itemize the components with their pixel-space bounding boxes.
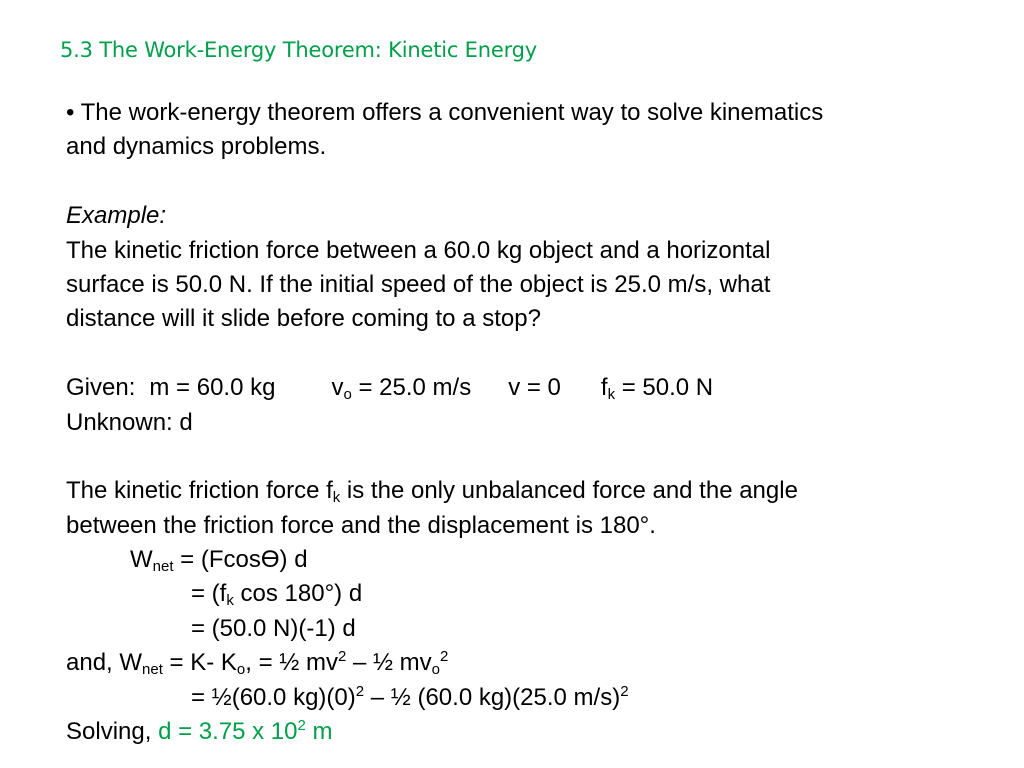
example-line-3: distance will it slide before coming to a stop?	[66, 305, 541, 333]
given-label: Given:	[66, 374, 136, 402]
explanation-line-2: between the friction force and the displacement is 180°.	[66, 511, 656, 539]
spacer	[66, 337, 986, 371]
example-label: Example:	[66, 202, 167, 230]
slide-title: 5.3 The Work-Energy Theorem: Kinetic Energy	[60, 38, 538, 62]
unknown-line: Unknown: d	[66, 408, 193, 436]
equation-1: $W_{net}$ = (FcosƟ) d	[130, 546, 308, 576]
equation-5: = ½(60.0 $kg)(0)^2$ – ½ (60.0 kg)(25.0 m/s)$^2$	[191, 682, 629, 711]
final-answer: d = 3.75 x $10^2$ m	[158, 717, 333, 746]
equation-2: = ($f_k$ cos 180°) d	[191, 580, 363, 610]
spacer	[66, 440, 986, 474]
given-final-velocity: v = 0	[508, 374, 561, 402]
given-line	[66, 371, 986, 405]
solving-label: Solving,	[66, 718, 159, 746]
given-initial-velocity: $v_o = 25.0$ m/s	[331, 374, 472, 404]
explanation-line-1: The kinetic friction force $f_k$ is the only unbalanced force and the angle	[66, 477, 798, 507]
spacer	[66, 165, 986, 199]
equation-3: = (50.0 N)(-1) d	[191, 614, 356, 642]
solving-line	[66, 715, 986, 749]
example-line-2: surface is 50.0 N. If the initial speed of the object is 25.0 m/s, what	[66, 270, 771, 298]
bullet-line-2: and dynamics problems.	[66, 133, 327, 161]
equation-4: and, $W_{net} = K-$ $K_o$, = ½ $mv^2$ – ½ $mv_o^2$	[66, 648, 449, 679]
example-line-1: The kinetic friction force between a 60.0 kg object and a horizontal	[66, 236, 771, 264]
given-friction-force: $f_k = 50.0$ N	[600, 374, 714, 404]
slide-body	[66, 96, 986, 749]
given-mass: m = 60.0 kg	[149, 374, 276, 402]
bullet-line-1: • The work-energy theorem offers a convenient way to solve kinematics	[66, 99, 824, 126]
